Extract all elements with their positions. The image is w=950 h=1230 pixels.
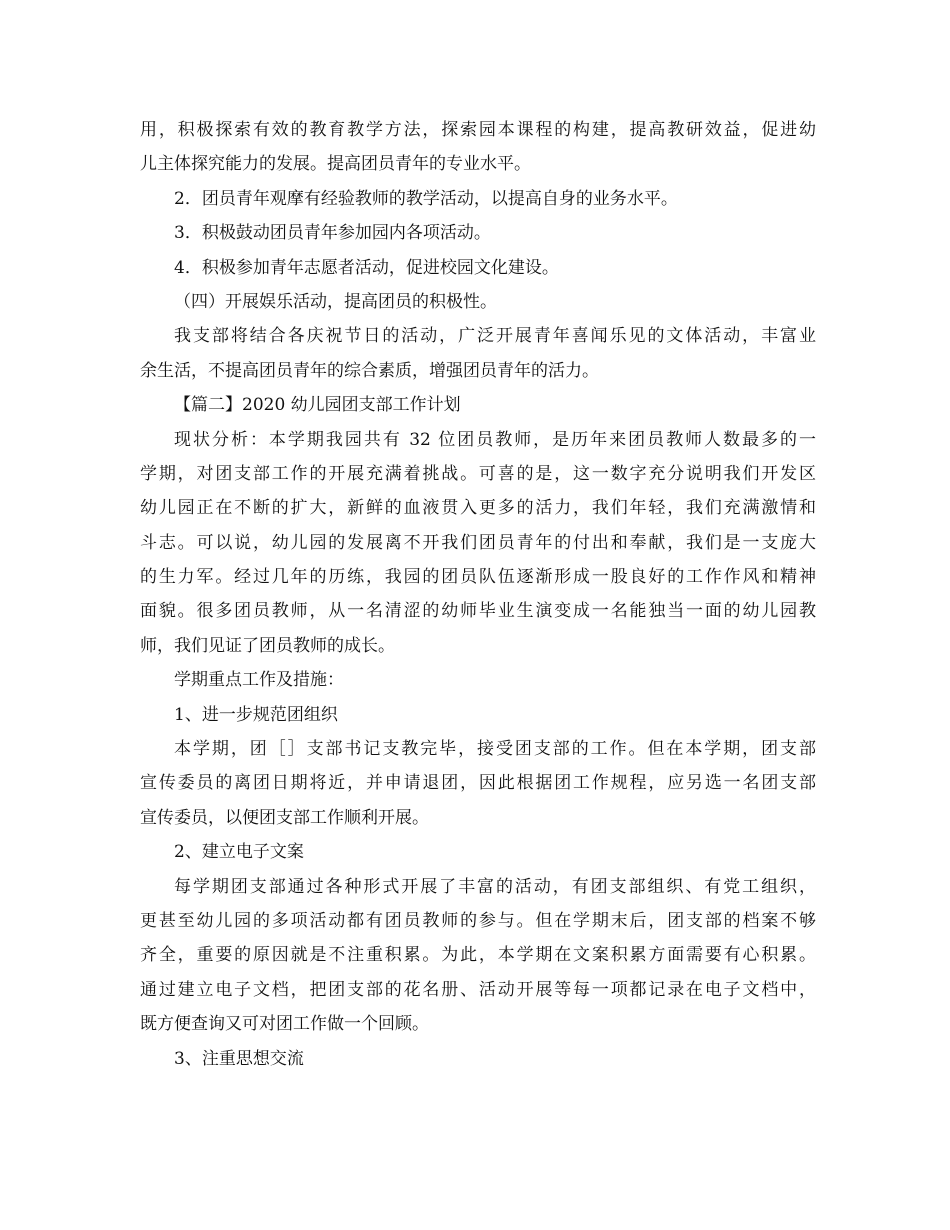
text-line: 学期，对团支部工作的开展充满着挑战。可喜的是，这一数字充分说明我们开发区 [140, 463, 816, 484]
text-line: 我支部将结合各庆祝节日的活动，广泛开展青年喜闻乐见的文体活动，丰富业 [174, 326, 816, 347]
text-line: 更甚至幼儿园的多项活动都有团员教师的参与。但在学期末后，团支部的档案不够 [140, 910, 816, 931]
text-line: 幼儿园正在不断的扩大，新鲜的血液贯入更多的活力，我们年轻，我们充满激情和 [140, 498, 816, 519]
text-line: 3．积极鼓动团员青年参加园内各项活动。 [174, 223, 491, 244]
text-line: 宣传委员的离团日期将近，并申请退团，因此根据团工作规程，应另选一名团支部 [140, 773, 816, 794]
text-line: 余生活，不提高团员青年的综合素质，增强团员青年的活力。 [140, 360, 599, 381]
text-line: 现状分析：本学期我园共有 32 位团员教师，是历年来团员教师人数最多的一 [174, 429, 816, 450]
text-line: 1、进一步规范团组织 [174, 704, 338, 725]
text-line: 儿主体探究能力的发展。提高团员青年的专业水平。 [140, 154, 531, 175]
text-line: 既方便查询又可对团工作做一个回顾。 [140, 1014, 429, 1035]
text-line: 的生力军。经过几年的历练，我园的团员队伍逐渐形成一股良好的工作作风和精神 [140, 567, 816, 588]
text-line: 3、注重思想交流 [174, 1048, 304, 1069]
text-line: 学期重点工作及措施： [174, 670, 344, 691]
text-line: 斗志。可以说，幼儿园的发展离不开我们团员青年的付出和奉献，我们是一支庞大 [140, 532, 816, 553]
text-line: 每学期团支部通过各种形式开展了丰富的活动，有团支部组织、有党工组织， [174, 876, 816, 897]
text-line: 面貌。很多团员教师，从一名清涩的幼师毕业生演变成一名能独当一面的幼儿园教 [140, 601, 816, 622]
text-line: 通过建立电子文档，把团支部的花名册、活动开展等每一项都记录在电子文档中， [140, 979, 816, 1000]
text-line: 4．积极参加青年志愿者活动，促进校园文化建设。 [174, 257, 559, 278]
text-line: 2、建立电子文案 [174, 842, 304, 863]
text-line: 师，我们见证了团员教师的成长。 [140, 635, 395, 656]
text-line: 【篇二】2020 幼儿园团支部工作计划 [174, 395, 461, 416]
text-line: 宣传委员，以便团支部工作顺利开展。 [140, 807, 429, 828]
text-line: 齐全，重要的原因就是不注重积累。为此，本学期在文案积累方面需要有心积累。 [140, 945, 816, 966]
text-line: 本学期，团［］支部书记支教完毕，接受团支部的工作。但在本学期，团支部 [174, 739, 816, 760]
text-line: （四）开展娱乐活动，提高团员的积极性。 [174, 291, 497, 312]
document-body [140, 113, 816, 1076]
text-line: 用，积极探索有效的教育教学方法，探索园本课程的构建，提高教研效益，促进幼 [140, 120, 816, 140]
text-line: 2．团员青年观摩有经验教师的教学活动，以提高自身的业务水平。 [174, 188, 678, 209]
